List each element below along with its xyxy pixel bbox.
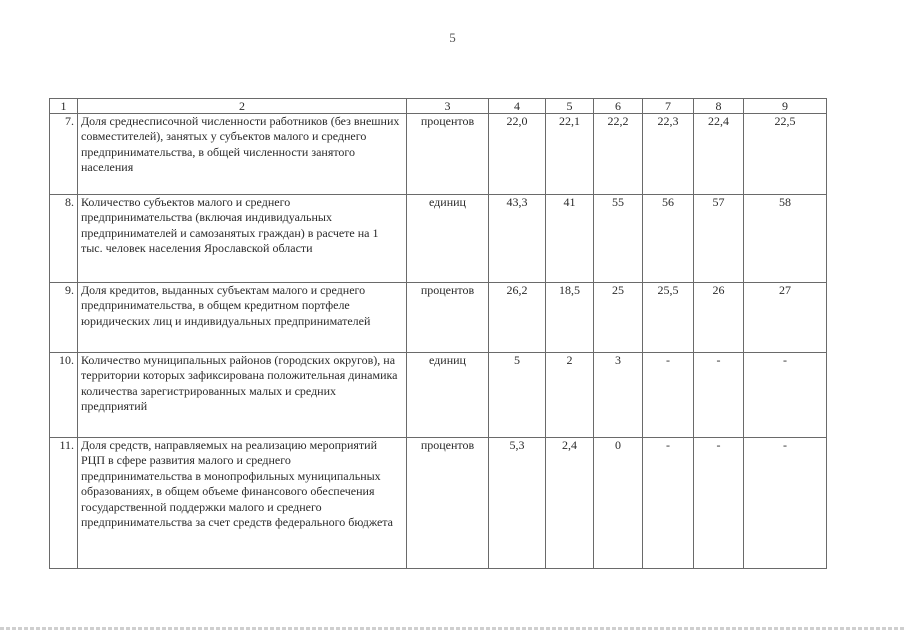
header-cell-3: 3 — [407, 99, 489, 114]
value-cell: 55 — [594, 195, 643, 283]
value-cell: 22,2 — [594, 114, 643, 195]
header-cell-9: 9 — [744, 99, 827, 114]
value-cell: 25 — [594, 283, 643, 353]
value-cell: 56 — [643, 195, 694, 283]
value-cell: 57 — [694, 195, 744, 283]
value-cell: 5,3 — [489, 438, 546, 569]
value-cell: 18,5 — [546, 283, 594, 353]
header-cell-2: 2 — [78, 99, 407, 114]
unit-cell: процентов — [407, 114, 489, 195]
value-cell: 22,1 — [546, 114, 594, 195]
header-cell-4: 4 — [489, 99, 546, 114]
indicator-name: Доля среднесписочной численности работников (без внешних совместителей), занятых у субъектов малого и среднего предпринимательства, в общей численности занятого населения — [78, 114, 407, 195]
value-cell: 0 — [594, 438, 643, 569]
value-cell: 2 — [546, 353, 594, 438]
header-cell-1: 1 — [50, 99, 78, 114]
value-cell: 43,3 — [489, 195, 546, 283]
value-cell: 22,3 — [643, 114, 694, 195]
unit-cell: процентов — [407, 438, 489, 569]
value-cell: 27 — [744, 283, 827, 353]
value-cell: - — [643, 353, 694, 438]
unit-cell: единиц — [407, 195, 489, 283]
value-cell: - — [744, 438, 827, 569]
value-cell: - — [643, 438, 694, 569]
unit-cell: процентов — [407, 283, 489, 353]
indicator-name: Количество субъектов малого и среднего предпринимательства (включая индивидуальных предпринимателей и самозанятых граждан) в расчете на 1 тыс. человек населения Ярославской области — [78, 195, 407, 283]
value-cell: 22,4 — [694, 114, 744, 195]
table-row — [50, 283, 827, 353]
indicators-table — [49, 98, 827, 569]
value-cell: 25,5 — [643, 283, 694, 353]
value-cell: 26 — [694, 283, 744, 353]
value-cell: 41 — [546, 195, 594, 283]
indicator-name: Доля средств, направляемых на реализацию мероприятий РЦП в сфере развития малого и среднего предпринимательства в монопрофильных муниципальных образованиях, в общем объеме финансового обеспечения государственной поддержки малого и среднего предпринимательства за счет средств федерального бюджета — [78, 438, 407, 569]
value-cell: 5 — [489, 353, 546, 438]
value-cell: - — [744, 353, 827, 438]
row-number: 8. — [50, 195, 78, 283]
header-cell-5: 5 — [546, 99, 594, 114]
value-cell: 22,5 — [744, 114, 827, 195]
value-cell: 3 — [594, 353, 643, 438]
scan-edge-line — [0, 627, 905, 630]
row-number: 10. — [50, 353, 78, 438]
header-cell-6: 6 — [594, 99, 643, 114]
value-cell: - — [694, 353, 744, 438]
indicator-name: Количество муниципальных районов (городских округов), на территории которых зафиксирована положительная динамика количества зарегистрированных малых и средних предприятий — [78, 353, 407, 438]
row-number: 7. — [50, 114, 78, 195]
unit-cell: единиц — [407, 353, 489, 438]
value-cell: 58 — [744, 195, 827, 283]
table-row — [50, 353, 827, 438]
value-cell: - — [694, 438, 744, 569]
value-cell: 2,4 — [546, 438, 594, 569]
table-header — [50, 99, 827, 114]
table-row — [50, 114, 827, 195]
header-cell-7: 7 — [643, 99, 694, 114]
table-row — [50, 438, 827, 569]
header-cell-8: 8 — [694, 99, 744, 114]
row-number: 11. — [50, 438, 78, 569]
indicator-name: Доля кредитов, выданных субъектам малого и среднего предпринимательства, в общем кредитном портфеле юридических лиц и индивидуальных предпринимателей — [78, 283, 407, 353]
table-body — [50, 114, 827, 569]
page-number: 5 — [449, 30, 456, 45]
value-cell: 22,0 — [489, 114, 546, 195]
table-row — [50, 195, 827, 283]
header-row — [50, 99, 827, 114]
row-number: 9. — [50, 283, 78, 353]
value-cell: 26,2 — [489, 283, 546, 353]
